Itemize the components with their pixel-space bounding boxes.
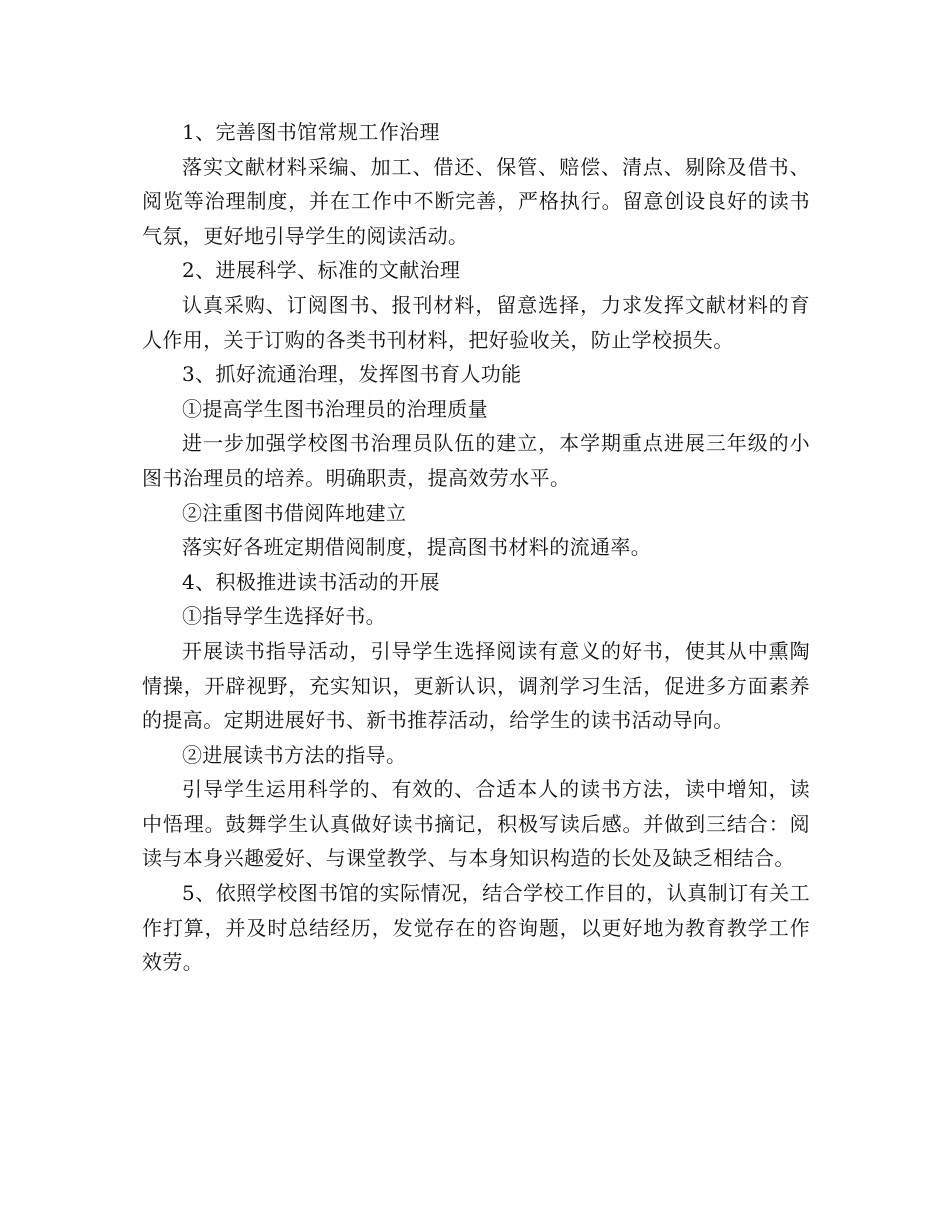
heading-4: 4、积极推进读书活动的开展 <box>182 569 440 594</box>
paragraph-1: 落实文献材料采编、加工、借还、保管、赔偿、清点、剔除及借书、阅览等治理制度，并在工作中不断完善，严格执行。留意创设良好的读书气氛，更好地引导学生的阅读活动。 <box>142 154 810 248</box>
heading-3: 3、抓好流通治理，发挥图书育人功能 <box>182 362 522 387</box>
subheading-3-1: ①提高学生图书治理员的治理质量 <box>182 396 488 421</box>
paragraph-2: 认真采购、订阅图书、报刊材料，留意选择，力求发挥文献材料的育人作用，关于订购的各类书刊材料，把好验收关，防止学校损失。 <box>142 292 810 352</box>
heading-2: 2、进展科学、标准的文献治理 <box>182 258 461 283</box>
heading-1: 1、完善图书馆常规工作治理 <box>182 120 440 144</box>
paragraph-3-2: 落实好各班定期借阅制度，提高图书材料的流通率。 <box>182 535 652 560</box>
paragraph-4-1: 开展读书指导活动，引导学生选择阅读有意义的好书，使其从中熏陶情操，开辟视野，充实知识，更新认识，调剂学习生活，促进多方面素养的提高。定期进展好书、新书推荐活动，给学生的读书活动导向。 <box>142 638 810 733</box>
subheading-4-2: ②进展读书方法的指导。 <box>182 742 407 767</box>
subheading-3-2: ②注重图书借阅阵地建立 <box>182 500 407 525</box>
document-body <box>142 115 810 980</box>
subheading-4-1: ①指导学生选择好书。 <box>182 604 386 629</box>
paragraph-4-2: 引导学生运用科学的、有效的、合适本人的读书方法，读中增知，读中悟理。鼓舞学生认真做好读书摘记，积极写读后感。并做到三结合：阅读与本身兴趣爱好、与课堂教学、与本身知识构造的长处及缺乏相结合。 <box>142 777 810 871</box>
paragraph-3-1: 进一步加强学校图书治理员队伍的建立，本学期重点进展三年级的小图书治理员的培养。明确职责，提高效劳水平。 <box>142 431 810 490</box>
heading-5: 5、依照学校图书馆的实际情况，结合学校工作目的，认真制订有关工作打算，并及时总结经历，发觉存在的咨询题，以更好地为教育教学工作效劳。 <box>142 881 810 975</box>
